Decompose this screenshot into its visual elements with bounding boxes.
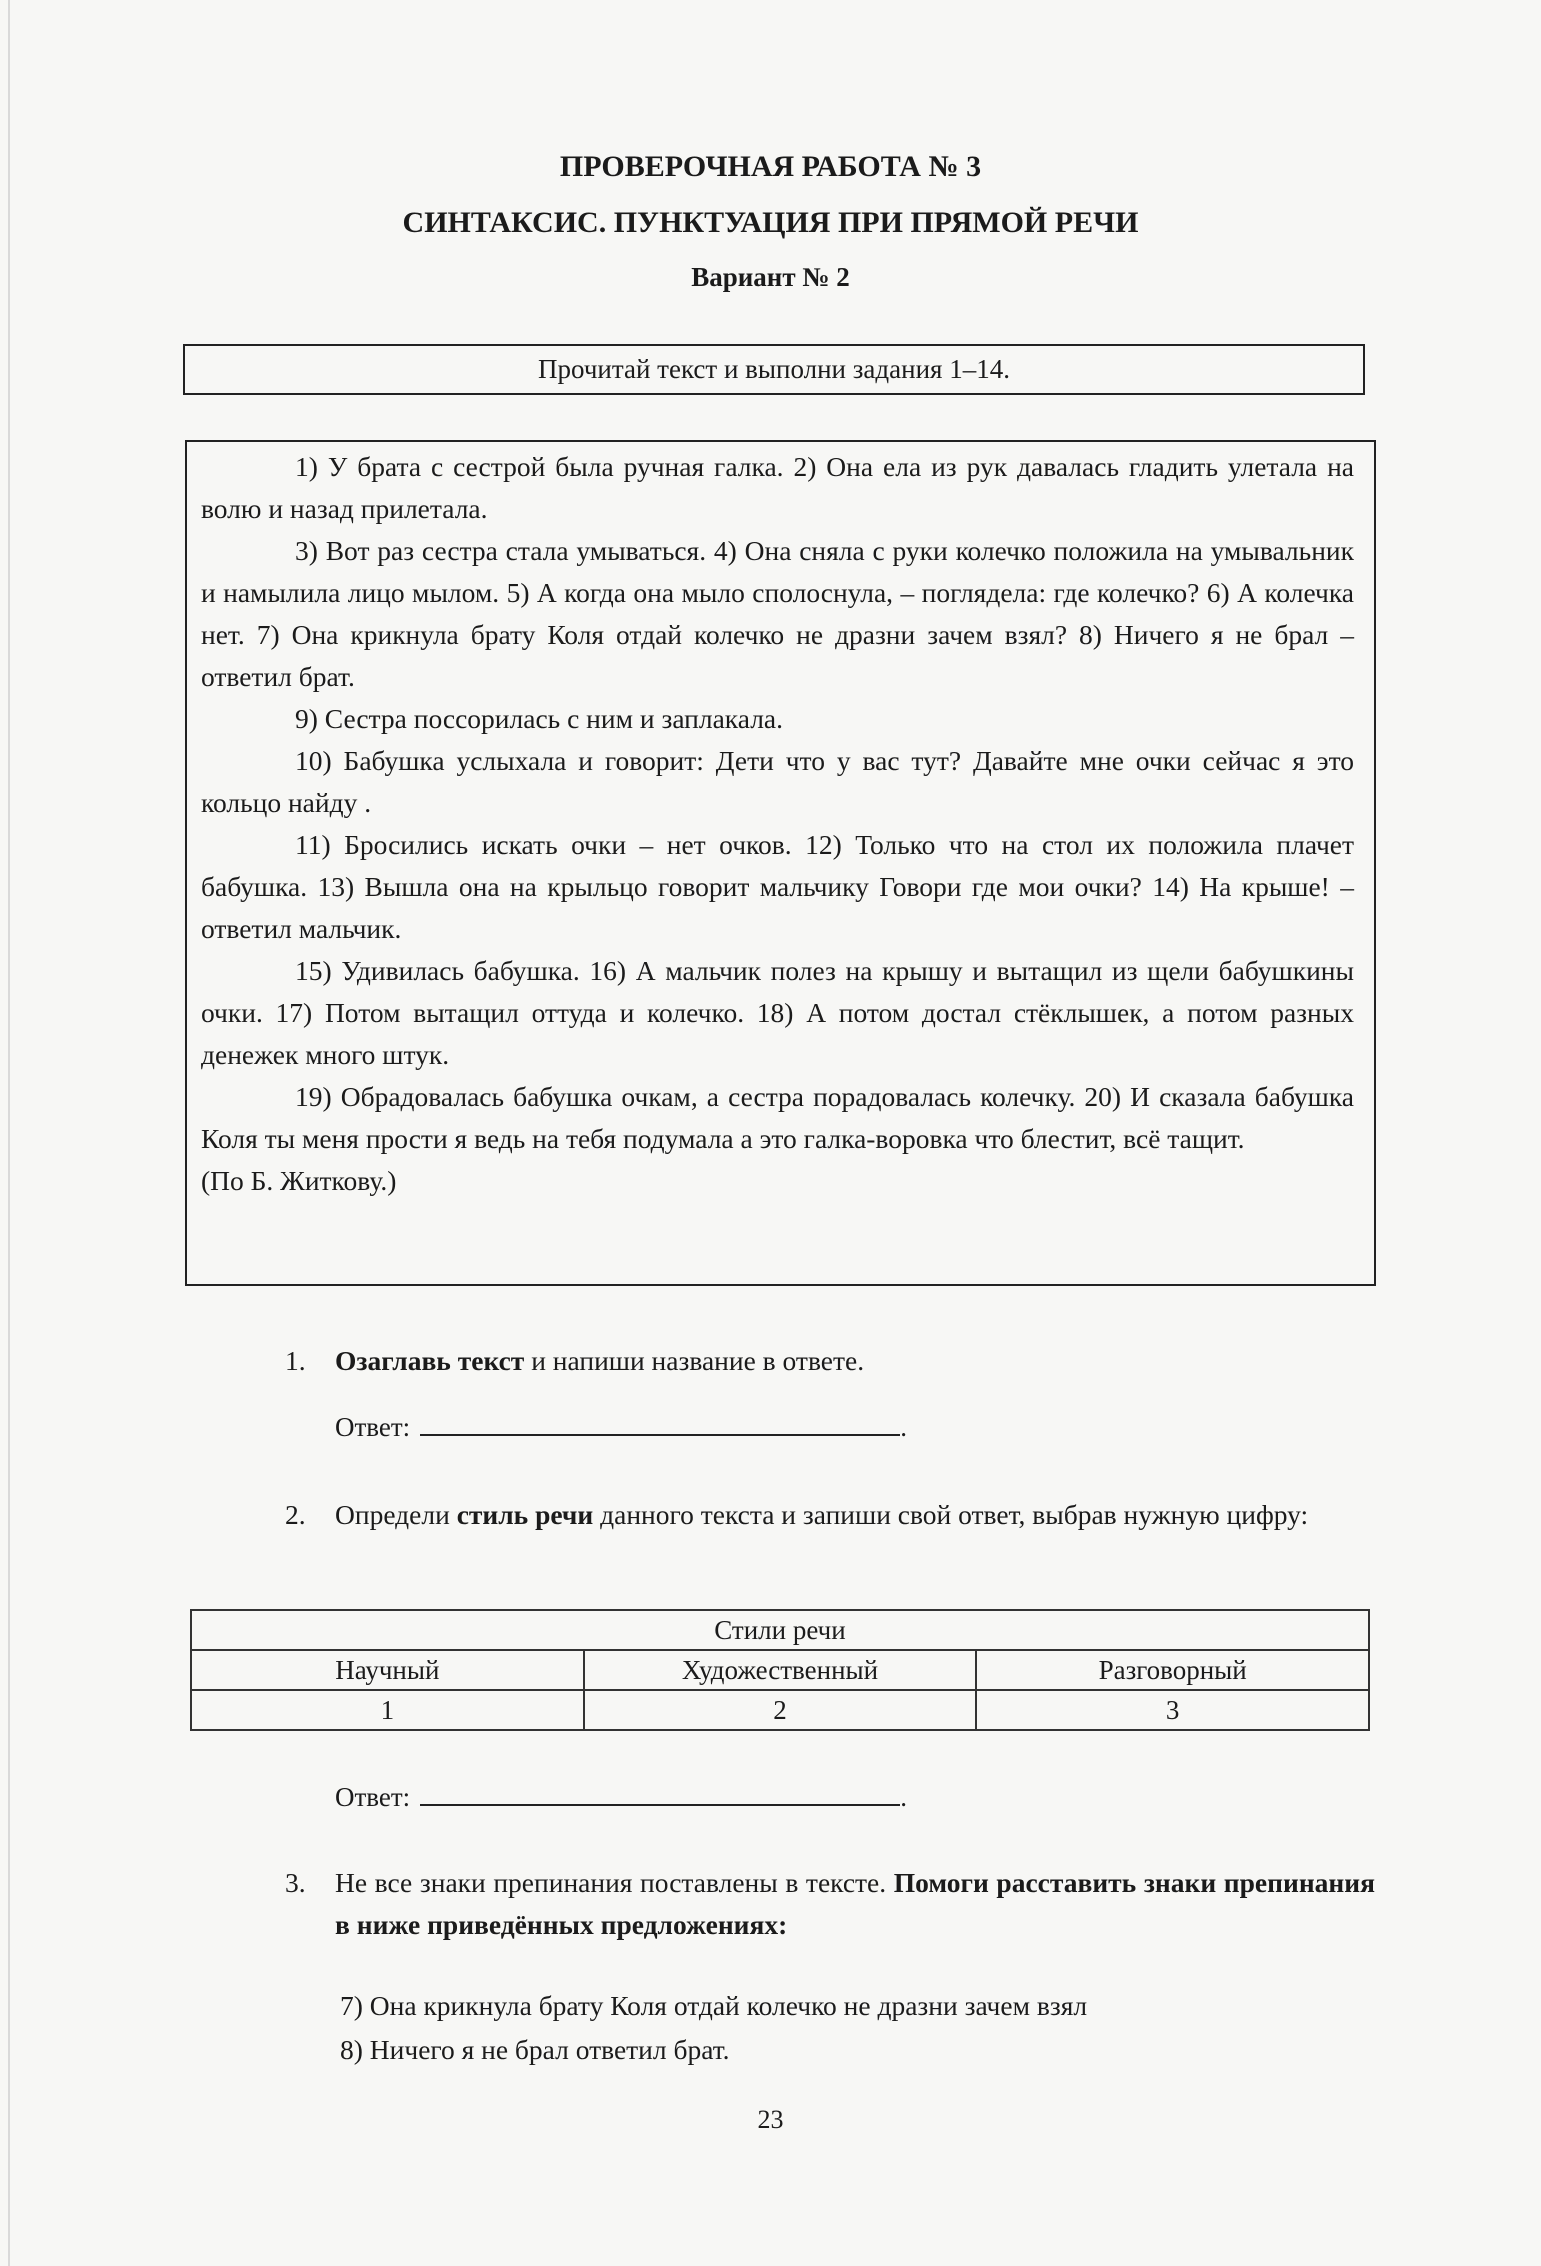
topic-title: СИНТАКСИС. ПУНКТУАЦИЯ ПРИ ПРЯМОЙ РЕЧИ (402, 206, 1139, 239)
question-3 (285, 1862, 1375, 1946)
question-number: 1. (285, 1345, 306, 1376)
text-paragraph: 9) Сестра поссорилась с ним и заплакала. (295, 703, 784, 734)
question-text: Не все знаки препинания поставлены в тексте. (335, 1867, 894, 1898)
table-cell: 3 (976, 1690, 1369, 1730)
instruction-box (183, 344, 1365, 395)
sentence-7: 7) Она крикнула брату Коля отдай колечко не дразни зачем взял (340, 1990, 1088, 2021)
answer-end: . (900, 1782, 907, 1812)
text-source: (По Б. Житкову.) (201, 1165, 397, 1196)
page-edge (8, 0, 10, 2266)
reading-text (201, 446, 1354, 1202)
question-text: данного текста и запиши свой ответ, выбрав нужную цифру: (593, 1499, 1309, 1530)
reading-text-box (185, 440, 1376, 1286)
table-header: Научный (191, 1650, 584, 1690)
answer-1 (335, 1412, 907, 1443)
question-number: 3. (285, 1867, 306, 1898)
instruction-text: Прочитай текст и выполни задания 1–14. (538, 354, 1010, 384)
text-paragraph: 11) Бросились искать очки – нет очков. 12) Только что на стол их положила плачет бабушка. 13) Вышла она на крыльцо говорит мальчику Говори где мои очки? 14) На крыше! – ответил мальчик. (201, 829, 1354, 944)
table-title: Стили речи (191, 1610, 1369, 1650)
question-bold: стиль речи (456, 1499, 594, 1530)
text-paragraph: 15) Удивилась бабушка. 16) А мальчик полез на крышу и вытащил из щели бабушкины очки. 17) Потом вытащил оттуда и колечко. 18) А потом достал стёклышек, а потом разных денежек много штук. (201, 955, 1354, 1070)
answer-line[interactable] (420, 1414, 900, 1436)
work-title: ПРОВЕРОЧНАЯ РАБОТА № 3 (559, 150, 982, 183)
table-cell: 2 (584, 1690, 977, 1730)
table-header: Разговорный (976, 1650, 1369, 1690)
text-paragraph: 1) У брата с сестрой была ручная галка. 2) Она ела из рук давалась гладить улетала на волю и назад прилетала. (201, 451, 1354, 524)
question-1 (285, 1340, 1375, 1382)
variant-title: Вариант № 2 (691, 262, 850, 292)
answer-line[interactable] (420, 1784, 900, 1806)
speech-styles-table (190, 1609, 1370, 1731)
question-number: 2. (285, 1499, 306, 1530)
answer-label: Ответ: (335, 1412, 411, 1442)
page-number: 23 (757, 2105, 784, 2134)
answer-end: . (900, 1412, 907, 1442)
question-2 (285, 1494, 1375, 1536)
sentence-8: 8) Ничего я не брал ответил брат. (340, 2034, 730, 2065)
question-text: Определи (335, 1499, 457, 1530)
question-bold: Озаглавь текст (335, 1345, 525, 1376)
table-cell: 1 (191, 1690, 584, 1730)
text-paragraph: 10) Бабушка услыхала и говорит: Дети что у вас тут? Давайте мне очки сейчас я это кольцо найду . (201, 745, 1354, 818)
table-header: Художественный (584, 1650, 977, 1690)
text-paragraph: 19) Обрадовалась бабушка очкам, а сестра порадовалась колечку. 20) И сказала бабушка Коля ты меня прости я ведь на тебя подумала а это галка-воровка что блестит, всё тащит. (201, 1081, 1354, 1154)
answer-label: Ответ: (335, 1782, 411, 1812)
text-paragraph: 3) Вот раз сестра стала умываться. 4) Она сняла с руки колечко положила на умывальник и намылила лицо мылом. 5) А когда она мыло сполоснула, – поглядела: где колечко? 6) А колечка нет. 7) Она крикнула брату Коля отдай колечко не дразни зачем взял? 8) Ничего я не брал – ответил брат. (201, 535, 1354, 692)
question-bold: Помоги расставить знаки препинания в ниже приведённых предложениях: (335, 1867, 1375, 1940)
question-text: и напиши название в ответе. (524, 1345, 865, 1376)
answer-2 (335, 1782, 907, 1813)
